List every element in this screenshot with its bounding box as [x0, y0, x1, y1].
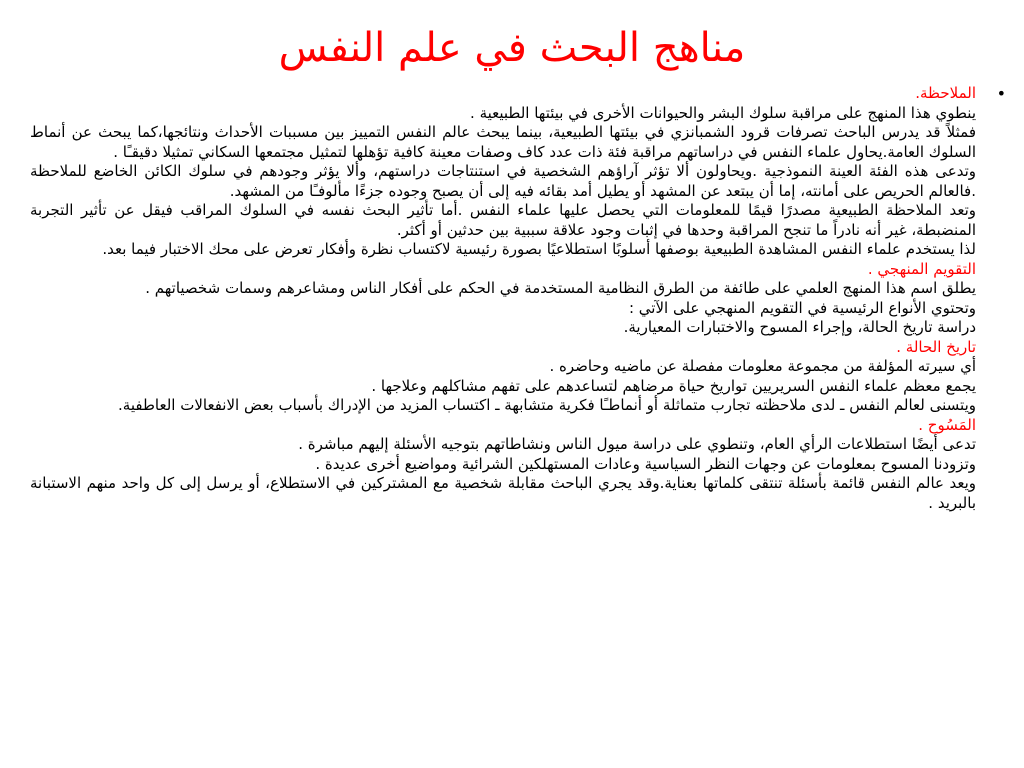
body-paragraph: وتحتوي الأنواع الرئيسية في التقويم المنهجي على الآتي :	[628, 298, 976, 317]
body-paragraph: وتدعى هذه الفئة العينة النموذجية .ويحاولون ألا تؤثر آراؤهم الشخصية في استنتاجات دراستهم، وألا يؤثر وجودهم في سلوك الكائن الخاضع للملاحظة .فالعالم الحريص على أمانته، إما أن يبتعد عن المشهد أو يطيل أمد بقائه فيه إلى أن يصبح وجوده جزءًا مألوفـًا من المشهد.	[30, 162, 976, 200]
body-paragraph: وتزودنا المسوح بمعلومات عن وجهات النظر السياسية وعادات المستهلكين الشرائية ومواضيع أخرى عديدة .	[315, 454, 976, 473]
body-paragraph: وتعد الملاحظة الطبيعية مصدرًا قيمًا للمعلومات التي يحصل عليها علماء النفس .أما تأثير البحث نفسه في السلوك المراقب فيقل عن تأثير التجربة المنضبطة، غير أنه نادراً ما تنجح المراقبة وحدها في إثبات وجود علاقة سببية بين حدثين أو أكثر.	[30, 201, 976, 239]
body-paragraph: يجمع معظم علماء النفس السريريين تواريخ حياة مرضاهم لتساعدهم على تفهم مشاكلهم وعلاجها .	[371, 376, 976, 395]
section-heading: التقويم المنهجي .	[867, 259, 976, 278]
body-paragraph: فمثلاً قد يدرس الباحث تصرفات قرود الشمبانزي في بيئتها الطبيعية، بينما يبحث عالم النفس التمييز بين مسببات الأحداث ونتائجها،كما يبحث عن أنماط السلوك العامة.يحاول علماء النفس في دراساتهم مراقبة فئة ذات عدد كاف وصفات معينة كافية تؤهلها لتمثيل مجتمعها السكاني تمثيلا دقيقـًا .	[30, 123, 976, 161]
body-paragraph: يطلق اسم هذا المنهج العلمي على طائفة من الطرق النظامية المستخدمة في الحكم على أفكار الناس ومشاعرهم وسمات شخصياتهم .	[145, 279, 976, 297]
slide-body	[30, 84, 1006, 513]
bullet-icon: •	[996, 84, 1006, 103]
body-paragraph: ويعد عالم النفس قائمة بأسئلة تنتقى كلماتها بعناية.وقد يجري الباحث مقابلة شخصية مع المشتركين في الاستطلاع، أو يرسل إلى كل واحد منهم الاستبانة بالبريد .	[30, 474, 976, 512]
section-heading: المَسُوح .	[918, 415, 976, 434]
body-paragraph: دراسة تاريخ الحالة، وإجراء المسوح والاختبارات المعيارية.	[623, 318, 976, 336]
body-paragraph: لذا يستخدم علماء النفس المشاهدة الطبيعية بوصفها أسلوبًا استطلاعيًا بصورة رئيسية لاكتساب نظرة وأفكار تعرض على محك الاختبار فيما بعد.	[102, 240, 976, 258]
section-heading: الملاحظة.	[915, 84, 976, 102]
body-paragraph: تدعى أيضًا استطلاعات الرأي العام، وتنطوي على دراسة ميول الناس ونشاطاتهم بتوجيه الأسئلة إليهم مباشرة .	[298, 435, 976, 453]
body-paragraph: أي سيرته المؤلفة من مجموعة معلومات مفصلة عن ماضيه وحاضره .	[549, 357, 976, 375]
body-paragraph: ويتسنى لعالم النفس ـ لدى ملاحظته تجارب متماثلة أو أنماطـًا فكرية متشابهة ـ اكتساب المزيد من الإدراك بأسباب بعض الانفعالات العاطفية.	[118, 396, 976, 414]
section-heading: تاريخ الحالة .	[896, 337, 976, 356]
body-paragraph: ينطوي هذا المنهج على مراقبة سلوك البشر والحيوانات الأخرى في بيئتها الطبيعية .	[470, 103, 976, 122]
slide-title: مناهج البحث في علم النفس	[278, 25, 746, 71]
